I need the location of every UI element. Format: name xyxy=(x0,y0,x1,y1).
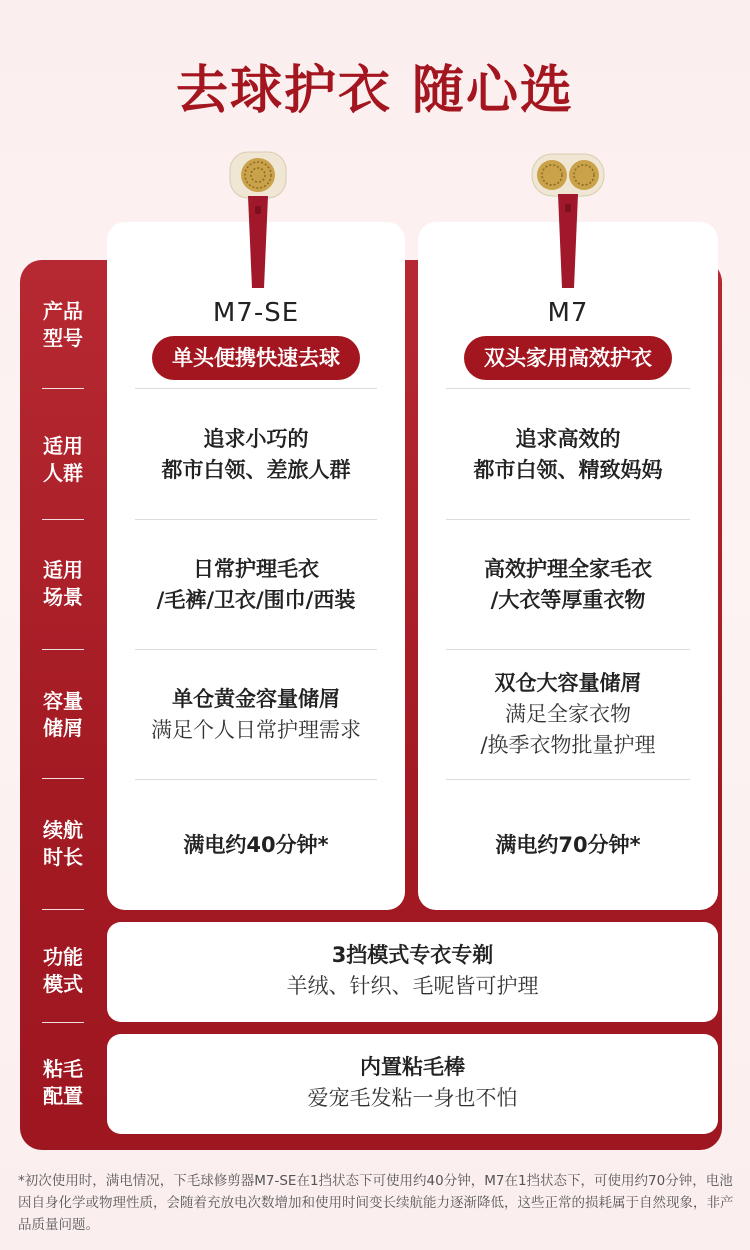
audience-cell: 追求高效的 都市白领、精致妈妈 xyxy=(473,427,663,482)
lint-text: 爱宠毛发粘一身也不怕 xyxy=(307,1086,518,1110)
label-capacity: 容量 储屑 xyxy=(43,689,83,740)
row-separator xyxy=(446,779,690,780)
lint-row xyxy=(107,1034,718,1134)
divider xyxy=(42,649,84,650)
divider xyxy=(42,909,84,910)
label-lint: 粘毛 配置 xyxy=(43,1057,83,1108)
mode-title: 3挡模式专衣专剃 xyxy=(331,943,494,967)
divider xyxy=(42,1022,84,1023)
page-title: 去球护衣 随心选 xyxy=(175,61,575,121)
divider xyxy=(42,519,84,520)
model-name: M7 xyxy=(547,298,589,328)
row-separator xyxy=(135,388,377,389)
row-separator xyxy=(446,649,690,650)
label-audience: 适用 人群 xyxy=(43,434,83,485)
label-battery: 续航 时长 xyxy=(43,818,83,869)
product-card-m7 xyxy=(418,222,718,910)
battery-cell: 满电约40分钟* xyxy=(183,833,329,857)
row-separator xyxy=(135,779,377,780)
capacity-cell: 双仓大容量储屑 满足全家衣物 /换季衣物批量护理 xyxy=(480,671,656,757)
label-mode: 功能 模式 xyxy=(43,945,83,996)
double-head-shaver-image xyxy=(530,152,606,290)
audience-cell: 追求小巧的 都市白领、差旅人群 xyxy=(161,427,351,482)
scene-cell: 高效护理全家毛衣 /大衣等厚重衣物 xyxy=(484,557,652,612)
divider xyxy=(42,388,84,389)
capacity-cell: 单仓黄金容量储屑 满足个人日常护理需求 xyxy=(151,687,361,742)
product-tag: 双头家用高效护衣 xyxy=(464,336,672,380)
model-name: M7-SE xyxy=(212,298,300,328)
battery-cell: 满电约70分钟* xyxy=(495,833,641,857)
row-separator xyxy=(135,519,377,520)
product-card-m7se xyxy=(107,222,405,910)
label-scene: 适用 场景 xyxy=(43,558,83,609)
product-tag: 单头便携快速去球 xyxy=(152,336,360,380)
row-separator xyxy=(446,519,690,520)
label-model: 产品 型号 xyxy=(43,299,83,350)
footnote: *初次使用时，满电情况，下毛球修剪器M7-SE在1挡状态下可使用约40分钟，M7在1挡状态下，可使用约70分钟，电池因自身化学或物理性质，会随着充放电次数增加和使用时间变长续航能力逐渐降低，这些正常的损耗属于自然现象，非产品质量问题。 xyxy=(18,1173,734,1233)
single-head-shaver-image xyxy=(226,150,290,290)
mode-row xyxy=(107,922,718,1022)
row-separator xyxy=(135,649,377,650)
mode-text: 羊绒、针织、毛呢皆可护理 xyxy=(286,974,539,998)
row-separator xyxy=(446,388,690,389)
scene-cell: 日常护理毛衣 /毛裤/卫衣/围巾/西装 xyxy=(156,557,356,612)
divider xyxy=(42,778,84,779)
lint-title: 内置粘毛棒 xyxy=(360,1055,465,1079)
